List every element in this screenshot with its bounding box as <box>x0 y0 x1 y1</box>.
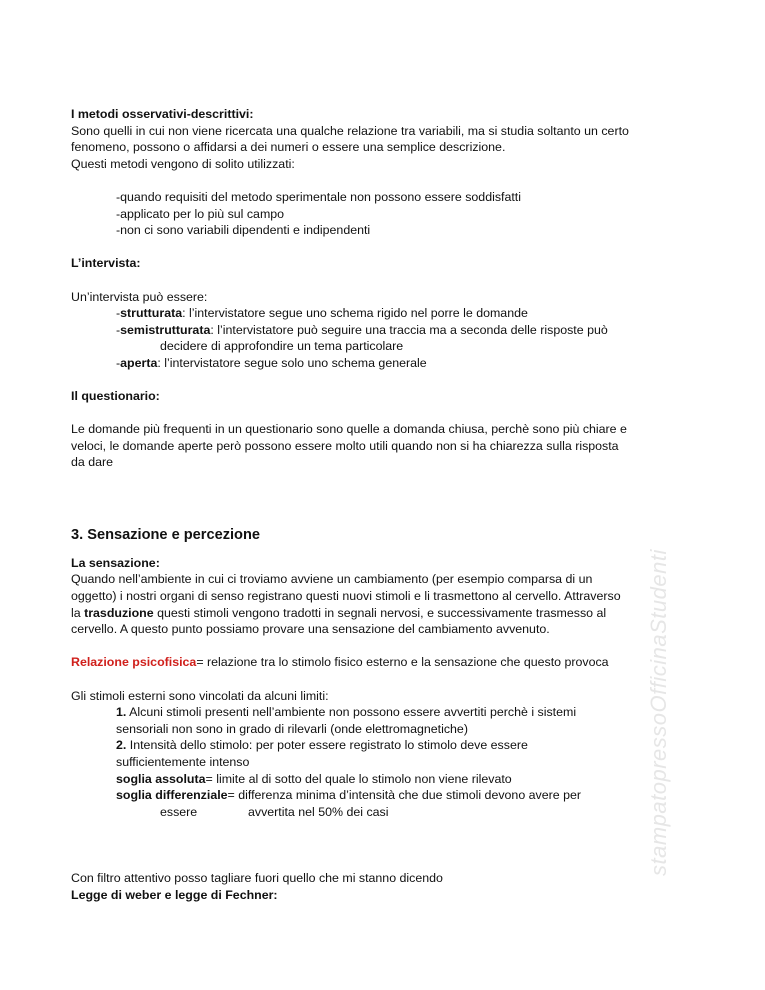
numbered-item-continuation: sufficientemente intenso <box>116 754 250 769</box>
list-item: -quando requisiti del metodo sperimentale non possono essere soddisfatti <box>116 189 522 204</box>
term: aperta <box>120 355 158 370</box>
sensazione-paragraph-line: oggetto) i nostri organi di senso registrano questi nuovi stimoli e li trasmettono al cervello. Attraverso <box>71 589 621 604</box>
intervista-heading: L’intervista: <box>71 256 141 271</box>
list-item: -strutturata: l’intervistatore segue uno schema rigido nel porre le domande <box>116 306 528 321</box>
document-page <box>71 106 711 903</box>
list-item: -aperta: l’intervistatore segue solo uno schema generale <box>116 355 427 370</box>
list-item: -semistrutturata: l’intervistatore può seguire una traccia ma a seconda delle risposte può <box>116 322 608 337</box>
term: soglia assoluta <box>116 771 206 786</box>
metodi-paragraph-line: fenomeno, possono o affidarsi a dei numeri o essere una semplice descrizione. <box>71 140 506 155</box>
highlighted-term: Relazione psicofisica <box>71 655 197 670</box>
metodi-paragraph-line: Sono quelli in cui non viene ricercata una qualche relazione tra variabili, ma si studia soltanto un certo <box>71 123 629 138</box>
section-heading: 3. Sensazione e percezione <box>71 526 260 543</box>
list-item: -applicato per lo più sul campo <box>116 206 285 221</box>
item-number: 1. <box>116 705 127 720</box>
term: soglia differenziale <box>116 788 228 803</box>
text-run: essere <box>160 804 198 819</box>
term: semistrutturata <box>120 322 211 337</box>
numbered-item-continuation: sensoriali non sono in grado di rilevarli (onde elettromagnetiche) <box>116 721 468 736</box>
questionario-paragraph-line: da dare <box>71 455 114 470</box>
item-number: 2. <box>116 738 127 753</box>
definition-continuation <box>71 804 711 821</box>
item-text: Intensità dello stimolo: per poter essere registrato lo stimolo deve essere <box>126 738 528 753</box>
numbered-item <box>71 704 711 721</box>
item-text: Alcuni stimoli presenti nell’ambiente non possono essere avvertiti perchè i sistemi <box>126 705 577 720</box>
text-run: la <box>71 605 85 620</box>
definition: = relazione tra lo stimolo fisico esterno e la sensazione che questo provoca <box>196 655 609 670</box>
questionario-paragraph-line: Le domande più frequenti in un questionario sono quelle a domanda chiusa, perchè sono più chiare e <box>71 422 627 437</box>
metodi-paragraph-line: Questi metodi vengono di solito utilizzati: <box>71 156 295 171</box>
list-item: -non ci sono variabili dipendenti e indipendenti <box>116 223 371 238</box>
sensazione-paragraph-line <box>71 605 711 622</box>
list-item-continuation: decidere di approfondire un tema particolare <box>160 339 404 354</box>
sensazione-heading: La sensazione: <box>71 555 160 570</box>
definition: : l’intervistatore segue solo uno schema generale <box>157 355 427 370</box>
questionario-heading: Il questionario: <box>71 389 160 404</box>
text-run: questi stimoli vengono tradotti in segnali nervosi, e successivamente trasmesso al <box>153 605 607 620</box>
sensazione-paragraph-line: Quando nell’ambiente in cui ci troviamo avviene un cambiamento (per esempio comparsa di un <box>71 572 593 587</box>
legge-heading: Legge di weber e legge di Fechner: <box>71 887 278 902</box>
questionario-paragraph-line: veloci, le domande aperte però possono essere molto utili quando non si ha chiarezza sulla risposta <box>71 438 619 453</box>
definition-line <box>71 787 711 804</box>
intervista-intro: Un’intervista può essere: <box>71 289 208 304</box>
definition: : l’intervistatore può seguire una traccia ma a seconda delle risposte può <box>210 322 608 337</box>
limiti-intro: Gli stimoli esterni sono vincolati da alcuni limiti: <box>71 688 329 703</box>
text-run: avvertita nel 50% dei casi <box>248 804 389 819</box>
metodi-heading: I metodi osservativi-descrittivi: <box>71 107 254 121</box>
term: strutturata <box>120 306 183 321</box>
definition: = differenza minima d’intensità che due stimoli devono avere per <box>227 788 581 803</box>
definition: = limite al di sotto del quale lo stimolo non viene rilevato <box>205 771 512 786</box>
term: trasduzione <box>84 605 154 620</box>
relazione-psicofisica-line <box>71 654 711 671</box>
sensazione-paragraph-line: cervello. A questo punto possiamo provare una sensazione del cambiamento avvenuto. <box>71 622 550 637</box>
watermark: stampatopressoOfficinaStudenti <box>646 549 671 876</box>
definition-line <box>71 771 711 788</box>
filtro-line: Con filtro attentivo posso tagliare fuori quello che mi stanno dicendo <box>71 871 443 886</box>
numbered-item <box>71 737 711 754</box>
definition: : l’intervistatore segue uno schema rigido nel porre le domande <box>182 306 528 321</box>
